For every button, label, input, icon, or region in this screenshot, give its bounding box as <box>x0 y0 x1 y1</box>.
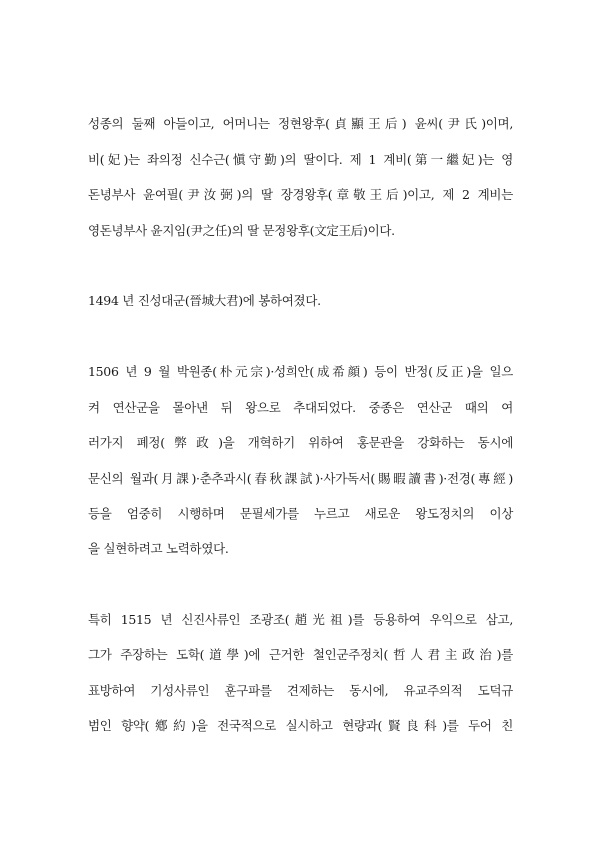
paragraph-3-line-4: 문신의 월과(月課)·춘추과시(春秋課試)·사가독서(賜暇讀書)·전경(專經) <box>88 471 513 486</box>
paragraph-3-line-6: 을 실현하려고 노력하였다. <box>88 541 229 556</box>
paragraph-4-line-4: 범인 향약(鄕約)을 전국적으로 실시하고 현량과(賢良科)를 두어 친 <box>88 718 513 733</box>
paragraph-4-line-3: 표방하여 기성사류인 훈구파를 견제하는 동시에, 유교주의적 도덕규 <box>88 683 513 698</box>
paragraph-1-line-1: 성종의 둘째 아들이고, 어머니는 정현왕후(貞顯王后) 윤씨(尹氏)이며, <box>88 116 513 131</box>
paragraph-3-line-3: 러가지 폐정(弊政)을 개혁하기 위하여 홍문관을 강화하는 동시에 <box>88 435 513 450</box>
paragraph-1-line-3: 돈녕부사 윤여필(尹汝弼)의 딸 장경왕후(章敬王后)이고, 제 2 계비는 <box>88 187 513 202</box>
paragraph-3-line-5: 등을 엄중히 시행하며 문필세가를 누르고 새로운 왕도정치의 이상 <box>88 506 513 521</box>
paragraph-3-line-1: 1506 년 9 월 박원종(朴元宗)·성희안(成希顔) 등이 반정(反正)을 일으 <box>88 364 513 379</box>
paragraph-1-line-4: 영돈녕부사 윤지임(尹之任)의 딸 문정왕후(文定王后)이다. <box>88 223 395 238</box>
paragraph-4-line-2: 그가 주장하는 도학(道學)에 근거한 철인군주정치(哲人君主政治)를 <box>88 647 513 662</box>
paragraph-1-line-2: 비(妃)는 좌의정 신수근(愼守勤)의 딸이다. 제 1 계비(第一繼妃)는 영 <box>88 152 513 167</box>
paragraph-3-line-2: 켜 연산군을 몰아낸 뒤 왕으로 추대되었다. 중종은 연산군 때의 여 <box>88 400 513 415</box>
paragraph-2-line-1: 1494 년 진성대군(晉城大君)에 봉하여졌다. <box>88 293 321 308</box>
paragraph-4-line-1: 특히 1515 년 신진사류인 조광조(趙光祖)를 등용하여 우익으로 삼고, <box>88 612 513 627</box>
